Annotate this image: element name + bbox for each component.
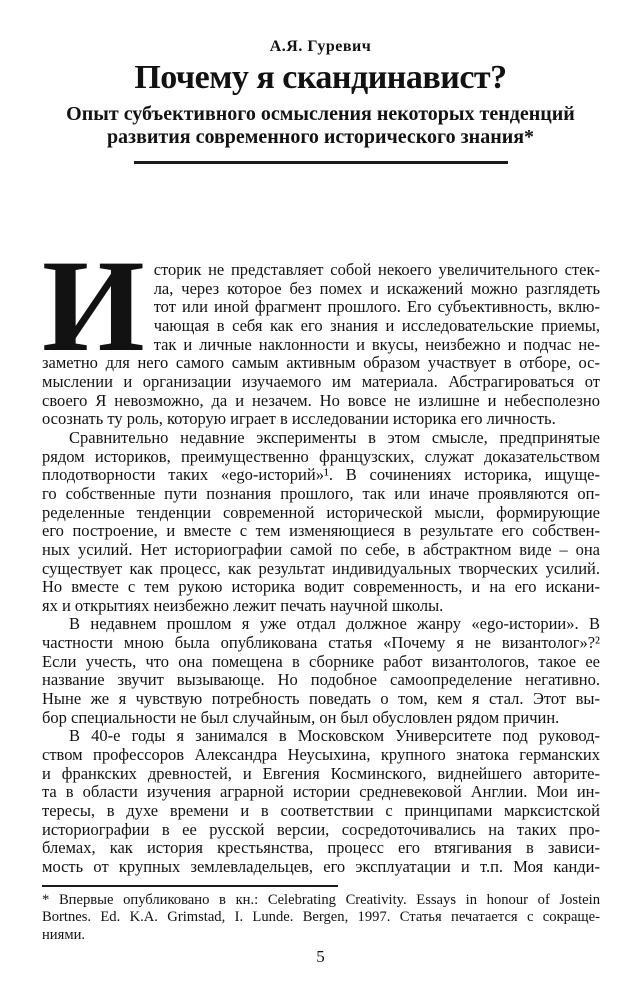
text-line: сторик не представляет собой некоего увеличительного стек-: [153, 260, 600, 279]
text-line: Ныне же я чувствую потребность поведать о том, кем я стал. Этот вы-: [42, 689, 600, 709]
title-divider-rule: [134, 161, 508, 164]
paragraph: [42, 615, 600, 727]
text-line: блемах, как история крестьянства, процесс его втягивания в зависи-: [42, 838, 600, 858]
page-number: 5: [316, 947, 325, 966]
subtitle-line-1: Опыт субъективного осмысления некоторых тенденций: [66, 103, 575, 126]
subtitle-line-2: развития современного исторического знания*: [106, 126, 535, 149]
text-line: так и личные наклонности и вкусы, неизбежно и подчас не-: [153, 334, 600, 354]
text-line: заметно для него самого самым активным образом участвует в отборе, ос-: [42, 353, 600, 373]
text-line: мость от крупных землевладельцев, его эксплуатации и т.п. Моя канди-: [42, 857, 600, 876]
text-line: ством профессоров Александра Неусыхина, крупного знатока германских: [42, 745, 600, 765]
text-line: его построение, и вместе с тем изменяющиеся в результате его собствен-: [42, 521, 600, 541]
text-line: ях и открытиях неизбежно лежит печать научной школы.: [42, 595, 444, 615]
text-line: рядом историков, преимущественно французских, служат доказательством: [42, 446, 600, 466]
text-line: Сравнительно недавние эксперименты в этом смысле, предпринятые: [69, 427, 600, 447]
text-line: та в области изучения аграрной истории средневековой Англии. Мои ин-: [42, 782, 600, 802]
article-title: Почему я скандинавист?: [134, 59, 507, 96]
text-line: тот или иной фрагмент прошлого. Его субъективность, вклю-: [153, 297, 600, 317]
text-line: го собственные пути познания прошлого, так или иначе проявляются оп-: [42, 483, 600, 503]
author-line: А.Я. Гуревич: [269, 38, 372, 55]
article-body: [42, 232, 600, 877]
text-line: ных усилий. Нет историографии самой по себе, в абстрактном виде – она: [42, 539, 600, 559]
text-line: мыслении и организации изучаемого им материала. Абстрагироваться от: [42, 371, 600, 391]
text-line: В 40-е годы я занимался в Московском Университете под руковод-: [69, 726, 600, 746]
text-line: Но вместе с тем рукою историка водит современность, и на его искани-: [42, 577, 600, 597]
footnote: [42, 892, 600, 944]
article-header: [0, 38, 641, 149]
paragraph: [42, 429, 600, 616]
text-line: название звучит вызывающе. Но подобное самоопределение негативно.: [42, 670, 600, 690]
text-line: частности мною была опубликована статья «Почему я не византолог»?²: [42, 633, 600, 653]
article-subtitle: [0, 103, 641, 149]
footnote-divider-rule: [42, 885, 338, 887]
text-line: своего Я невозможно, да и незачем. Но вовсе не излишне и небесполезно: [42, 390, 600, 410]
text-line: ла, через которое без помех и искажений можно разглядеть: [153, 278, 600, 298]
footnote-line: ниями.: [42, 926, 86, 943]
text-line: В недавнем прошлом я уже отдал должное жанру «ego-истории». В: [69, 614, 600, 634]
text-line: и франкских древностей, и Евгения Косминского, виднейшего авторите-: [42, 763, 600, 783]
paragraph: [42, 727, 600, 876]
text-line: бор специальности не был случайным, он был обусловлен рядом причин.: [42, 707, 560, 727]
footnote-line: Bortnes. Ed. K.A. Grimstad, I. Lunde. Bergen, 1997. Статья печатается с сокраще-: [42, 909, 600, 926]
text-line: осознать ту роль, которую играет в исследовании историка его личность.: [42, 409, 556, 429]
paragraph: [42, 232, 600, 429]
text-line: Если учесть, что она помещена в сборнике работ византологов, такое ее: [42, 651, 600, 671]
text-line: плодотворности таких «ego-историй»¹. В сочинениях историка, ищуще-: [42, 465, 600, 485]
text-line: тересы, в духе времени и в соответствии с принципами марксистской: [42, 801, 600, 821]
text-line: историографии в ее русской версии, сосредоточивались на таких про-: [42, 819, 600, 839]
footnote-line: * Впервые опубликовано в кн.: Celebrating Creativity. Essays in honour of Jostein: [42, 892, 600, 908]
text-line: существует как процесс, как результат индивидуальных творческих усилий.: [42, 558, 600, 578]
dropcap-letter: И: [42, 232, 145, 379]
text-line: чающая в себя как его знания и исследовательские приемы,: [153, 315, 600, 335]
text-line: ределенные тенденции современной исторической мысли, формирующие: [42, 502, 600, 522]
